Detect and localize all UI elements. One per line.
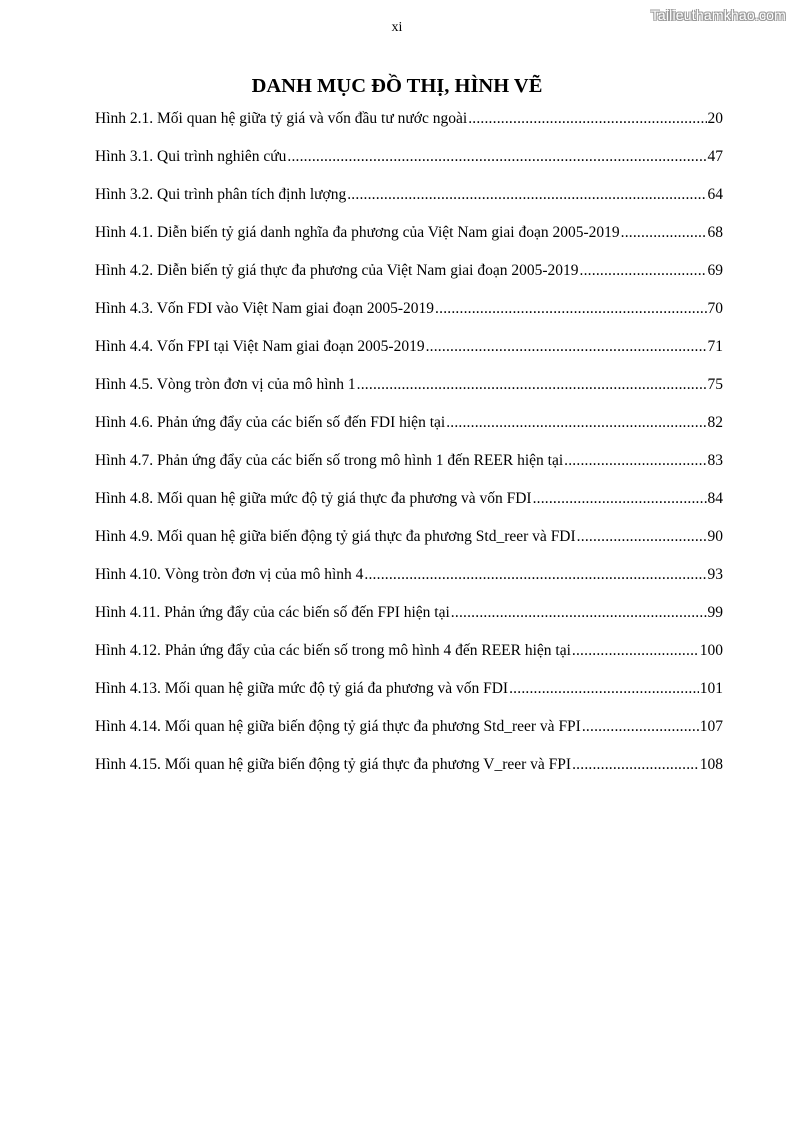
toc-entry[interactable] — [95, 640, 723, 678]
entry-label: Hình 4.3. Vốn FDI vào Việt Nam giai đoạn 2005-2019 — [95, 300, 435, 317]
entry-label: Hình 4.12. Phản ứng đẩy của các biến số trong mô hình 4 đến REER hiện tại — [95, 642, 571, 659]
entry-page-number: 82 — [707, 414, 723, 431]
toc-entry[interactable] — [95, 184, 723, 222]
entry-page-number: 75 — [707, 376, 723, 393]
entry-label: Hình 4.2. Diễn biến tỷ giá thực đa phương của Việt Nam giai đoạn 2005-2019 — [95, 262, 579, 279]
entry-page-number: 20 — [707, 110, 723, 127]
toc-entry[interactable] — [95, 716, 723, 754]
entry-page-number: 69 — [707, 262, 723, 279]
entry-label: Hình 4.6. Phản ứng đẩy của các biến số đến FDI hiện tại — [95, 414, 446, 431]
toc-entry[interactable] — [95, 146, 723, 184]
dot-leader — [446, 412, 706, 434]
toc-entry[interactable] — [95, 526, 723, 564]
entry-label: Hình 4.14. Mối quan hệ giữa biến động tỷ giá thực đa phương Std_reer và FPI — [95, 718, 581, 735]
entry-label: Hình 4.11. Phản ứng đẩy của các biến số đến FPI hiện tại — [95, 604, 450, 621]
watermark: Tailieuthamkhao.com — [650, 7, 786, 23]
entry-page-number: 101 — [699, 680, 723, 697]
dot-leader — [364, 564, 706, 586]
entry-label: Hình 4.1. Diễn biến tỷ giá danh nghĩa đa phương của Việt Nam giai đoạn 2005-2019 — [95, 224, 620, 241]
toc-entry[interactable] — [95, 222, 723, 260]
page-number: xi — [391, 20, 403, 35]
entry-label: Hình 4.15. Mối quan hệ giữa biến động tỷ giá thực đa phương V_reer và FPI — [95, 756, 572, 773]
entry-label: Hình 3.2. Qui trình phân tích định lượng — [95, 186, 347, 203]
entry-label: Hình 4.5. Vòng tròn đơn vị của mô hình 1 — [95, 376, 356, 393]
dot-leader — [577, 526, 707, 548]
toc-entry[interactable] — [95, 754, 723, 792]
entry-label: Hình 4.8. Mối quan hệ giữa mức độ tỷ giá thực đa phương và vốn FDI — [95, 490, 532, 507]
dot-leader — [357, 374, 707, 396]
dot-leader — [580, 260, 707, 282]
entry-page-number: 107 — [699, 718, 723, 735]
dot-leader — [426, 336, 707, 358]
toc-entry[interactable] — [95, 260, 723, 298]
toc-entry[interactable] — [95, 108, 723, 146]
entry-label: Hình 4.9. Mối quan hệ giữa biến động tỷ giá thực đa phương Std_reer và FDI — [95, 528, 576, 545]
toc-entry[interactable] — [95, 374, 723, 412]
dot-leader — [572, 640, 699, 662]
dot-leader — [533, 488, 707, 510]
entry-page-number: 68 — [707, 224, 723, 241]
toc-entry[interactable] — [95, 678, 723, 716]
entry-page-number: 71 — [707, 338, 723, 355]
dot-leader — [509, 678, 699, 700]
dot-leader — [621, 222, 707, 244]
entry-page-number: 70 — [707, 300, 723, 317]
entry-page-number: 84 — [707, 490, 723, 507]
dot-leader — [582, 716, 699, 738]
entry-page-number: 100 — [699, 642, 723, 659]
dot-leader — [451, 602, 707, 624]
dot-leader — [572, 754, 699, 776]
entry-page-number: 47 — [707, 148, 723, 165]
entry-label: Hình 3.1. Qui trình nghiên cứu — [95, 148, 287, 165]
entry-page-number: 83 — [707, 452, 723, 469]
toc-entry[interactable] — [95, 564, 723, 602]
dot-leader — [468, 108, 706, 130]
entry-page-number: 108 — [699, 756, 723, 773]
entry-page-number: 64 — [707, 186, 723, 203]
figure-list — [95, 108, 723, 792]
page-title: DANH MỤC ĐỒ THỊ, HÌNH VẼ — [251, 75, 543, 97]
toc-entry[interactable] — [95, 450, 723, 488]
dot-leader — [287, 146, 706, 168]
toc-entry[interactable] — [95, 412, 723, 450]
entry-label: Hình 4.10. Vòng tròn đơn vị của mô hình 4 — [95, 566, 364, 583]
entry-label: Hình 4.7. Phản ứng đẩy của các biến số trong mô hình 1 đến REER hiện tại — [95, 452, 564, 469]
entry-page-number: 90 — [707, 528, 723, 545]
entry-page-number: 93 — [707, 566, 723, 583]
entry-label: Hình 2.1. Mối quan hệ giữa tỷ giá và vốn đầu tư nước ngoài — [95, 110, 468, 127]
toc-entry[interactable] — [95, 488, 723, 526]
entry-label: Hình 4.13. Mối quan hệ giữa mức độ tỷ giá đa phương và vốn FDI — [95, 680, 509, 697]
toc-entry[interactable] — [95, 336, 723, 374]
dot-leader — [435, 298, 706, 320]
entry-page-number: 99 — [707, 604, 723, 621]
entry-label: Hình 4.4. Vốn FPI tại Việt Nam giai đoạn 2005-2019 — [95, 338, 425, 355]
dot-leader — [564, 450, 706, 472]
toc-entry[interactable] — [95, 602, 723, 640]
dot-leader — [347, 184, 706, 206]
toc-entry[interactable] — [95, 298, 723, 336]
